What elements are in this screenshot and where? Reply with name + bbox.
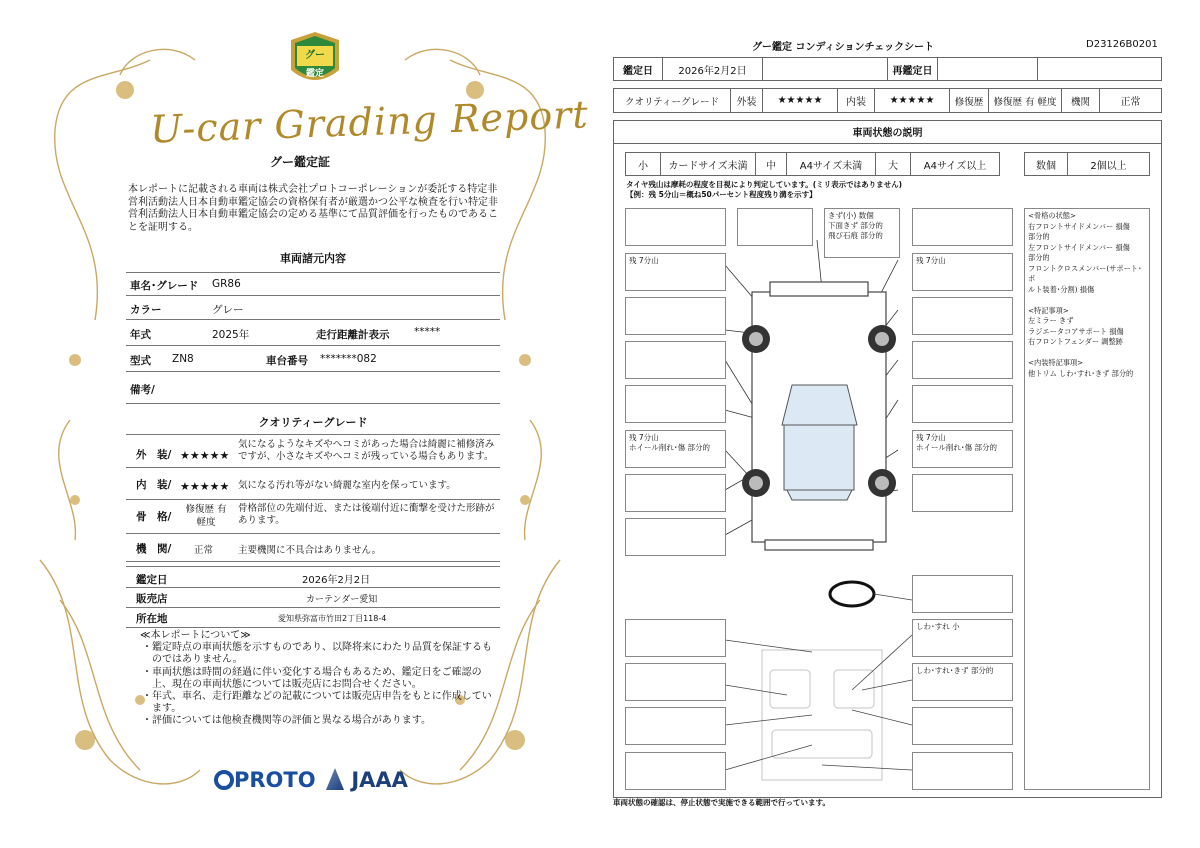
engine-description: 主要機関に不具合はありません。	[238, 545, 382, 556]
jaaa-mark-icon	[326, 768, 344, 790]
model-row	[126, 346, 500, 372]
engine-value-cell: 正常	[1099, 88, 1162, 113]
report-script-title: U-car Grading Report	[149, 92, 590, 152]
address-row	[126, 608, 500, 628]
callout-box	[625, 208, 726, 246]
frame-value: 修復歴 有 軽度	[185, 504, 227, 528]
repair-value-cell: 修復歴 有 軽度	[988, 88, 1062, 113]
redate-value-cell	[937, 57, 1038, 81]
size-mid-label: 中	[755, 152, 787, 176]
chassis-label: 車台番号	[266, 355, 308, 367]
callout-box	[912, 707, 1013, 745]
tire-rear-left-note: 残 7分山 ホイール削れ･傷 部分的	[625, 430, 726, 468]
callout-box	[625, 663, 726, 701]
svg-text:グー: グー	[305, 50, 325, 61]
spec-header: 車両諸元内容	[280, 252, 346, 265]
sheet-footer-note: 車両状態の確認は、停止状態で実施できる範囲で行っています。	[613, 798, 830, 807]
interior-row	[126, 468, 500, 500]
callout-box	[912, 297, 1013, 335]
interior-stars: ★★★★★	[180, 480, 230, 493]
note-item: ・鑑定時点の車両状態を示すものであり、以降将来にわたり品質を保証するものではありません。	[142, 642, 492, 666]
frame-label: 骨 格/	[136, 511, 172, 523]
goo-appraisal-badge-icon	[287, 30, 343, 92]
callout-box	[912, 575, 1013, 613]
redate-label-cell: 再鑑定日	[887, 57, 938, 81]
chassis-value: *******082	[320, 353, 377, 365]
callout-box	[625, 707, 726, 745]
svg-text:鑑定: 鑑定	[305, 69, 325, 79]
callout-box	[625, 341, 726, 379]
dealer-row	[126, 588, 500, 608]
callout-box	[625, 619, 726, 657]
exterior-stars: ★★★★★	[180, 449, 230, 462]
note-item: ・年式、車名、走行距離などの記載については販売店申告をもとに作成しています。	[142, 691, 492, 715]
certificate-intro-text: 本レポートに記載される車両は株式会社プロトコーポレーションが委託する特定非営利活動法人日本自動車鑑定協会の資格保有者が厳選かつ公平な検査を行い特定非営利活動法人日本自動車鑑定協会の定める基準にて品質評価を行ったものであることを証明する。	[128, 184, 498, 233]
callout-box	[625, 518, 726, 556]
tire-front-right-note: 残 7分山	[912, 253, 1013, 291]
date-value-cell: 2026年2月2日	[662, 57, 763, 81]
report-notes	[140, 630, 500, 728]
document-id: D23126B0201	[1086, 39, 1158, 50]
vehicle-state-title: 車両状態の説明	[613, 120, 1162, 144]
name-grade-row	[126, 272, 500, 296]
exterior-stars-cell: ★★★★★	[762, 88, 838, 113]
count-label: 数個	[1024, 152, 1068, 176]
year-value: 2025年	[212, 329, 250, 341]
interior-label-cell: 内装	[837, 88, 875, 113]
callout-box	[625, 297, 726, 335]
remarks-row	[126, 372, 500, 404]
name-label: 車名･グレード	[130, 280, 199, 292]
repair-label-cell: 修復歴	[949, 88, 989, 113]
engine-value: 正常	[194, 545, 214, 556]
seat-note-1: しわ･すれ 小	[912, 619, 1013, 657]
front-top-note: きず(小) 数個 下面きず 部分的 飛び石痕 部分的	[824, 208, 900, 258]
callout-box	[625, 752, 726, 790]
proto-logo: PROTO	[214, 768, 316, 792]
exterior-row	[126, 434, 500, 468]
model-value: ZN8	[172, 353, 194, 365]
tire-note-1: タイヤ残山は摩耗の程度を目視により判定しています。(ミリ表示ではありません)	[626, 180, 903, 189]
address-label: 所在地	[136, 613, 168, 625]
note-item: ・車両状態は時間の経過に伴い変化する場合もあるため、鑑定日をご確認の上、現在の車両状態については販売店にお問合せください。	[142, 666, 482, 690]
steering-wheel-icon	[830, 582, 874, 606]
callout-box	[625, 385, 726, 423]
date-blank-cell	[762, 57, 888, 81]
exterior-label-cell: 外装	[730, 88, 763, 113]
color-label: カラー	[130, 304, 162, 316]
size-small-label: 小	[625, 152, 661, 176]
jaaa-logo: JAAA	[326, 768, 408, 792]
notes-title: ≪本レポートについて≫	[140, 630, 251, 641]
engine-row	[126, 534, 500, 562]
dealer-label: 販売店	[136, 593, 168, 605]
model-label: 型式	[130, 355, 151, 367]
size-large-label: 大	[875, 152, 911, 176]
tire-rear-right-note: 残 7分山 ホイール削れ･傷 部分的	[912, 430, 1013, 468]
tire-note-2: 【例：残 5分山＝概ね50パーセント程度残り溝を示す】	[626, 190, 817, 199]
color-row	[126, 296, 500, 320]
seat-note-2: しわ･すれ･きず 部分的	[912, 663, 1013, 701]
remarks-label: 備考/	[130, 384, 155, 396]
certificate-title: グー鑑定証	[269, 155, 330, 169]
date-label-cell: 鑑定日	[613, 57, 663, 81]
appraisal-date-row	[126, 566, 500, 588]
size-mid-desc: A4サイズ未満	[786, 152, 876, 176]
frame-description: 骨格部位の先端付近、または後端付近に衝撃を受けた形跡があります。	[238, 503, 495, 526]
callout-box	[912, 341, 1013, 379]
mileage-label: 走行距離計表示	[316, 329, 390, 341]
engine-label: 機 関/	[136, 543, 172, 555]
exterior-label: 外 装/	[136, 449, 172, 461]
quality-header: クオリティーグレード	[258, 416, 368, 429]
year-label: 年式	[130, 329, 151, 341]
color-value: グレー	[212, 304, 244, 316]
callout-box	[912, 385, 1013, 423]
appraisal-date-label: 鑑定日	[136, 574, 168, 586]
redate-blank-cell	[1037, 57, 1162, 81]
sheet-title: グー鑑定 コンディションチェックシート	[752, 42, 935, 53]
frame-row	[126, 500, 500, 534]
mileage-value: *****	[414, 326, 441, 338]
callout-box	[912, 752, 1013, 790]
callout-box	[625, 474, 726, 512]
callout-box	[737, 208, 813, 246]
year-row	[126, 320, 500, 346]
size-large-desc: A4サイズ以上	[910, 152, 1000, 176]
appraisal-date-value: 2026年2月2日	[302, 575, 371, 586]
tire-front-left-note: 残 7分山	[625, 253, 726, 291]
quality-grade-label: クオリティーグレード	[613, 88, 731, 113]
dealer-value: カーテンダー愛知	[306, 595, 378, 605]
callout-box	[912, 208, 1013, 246]
interior-label: 内 装/	[136, 479, 172, 491]
count-value: 2個以上	[1067, 152, 1150, 176]
callout-box	[912, 474, 1013, 512]
name-value: GR86	[212, 278, 241, 290]
interior-description: 気になる汚れ等がない綺麗な室内を保っています。	[238, 480, 456, 491]
exterior-description: 気になるようなキズやへコミがあった場合は綺麗に補修済みですが、小さなキズやへコミが残っている場合もあります。	[238, 439, 495, 462]
note-item: ・評価については他検査機関等の評価と異なる場合があります。	[142, 715, 431, 727]
interior-stars-cell: ★★★★★	[874, 88, 950, 113]
size-small-desc: カードサイズ未満	[660, 152, 756, 176]
frame-condition-notes: <骨格の状態> 右フロントサイドメンバー 損傷 部分的 左フロントサイドメンバー 損傷 部分的 フロントクロスメンバー(サポート･ボ ルト装着･分割) 損傷 <特記事項> 左ミラー きず ラジエータコアサポート 損傷 右フロントフェンダー 調整跡 <内装特記事項> 他トリム しわ･すれ･きず 部分的	[1024, 208, 1150, 790]
proto-mark-icon	[214, 770, 234, 790]
engine-label-cell: 機関	[1061, 88, 1100, 113]
address-value: 愛知県弥富市竹田2丁目118-4	[278, 614, 387, 623]
